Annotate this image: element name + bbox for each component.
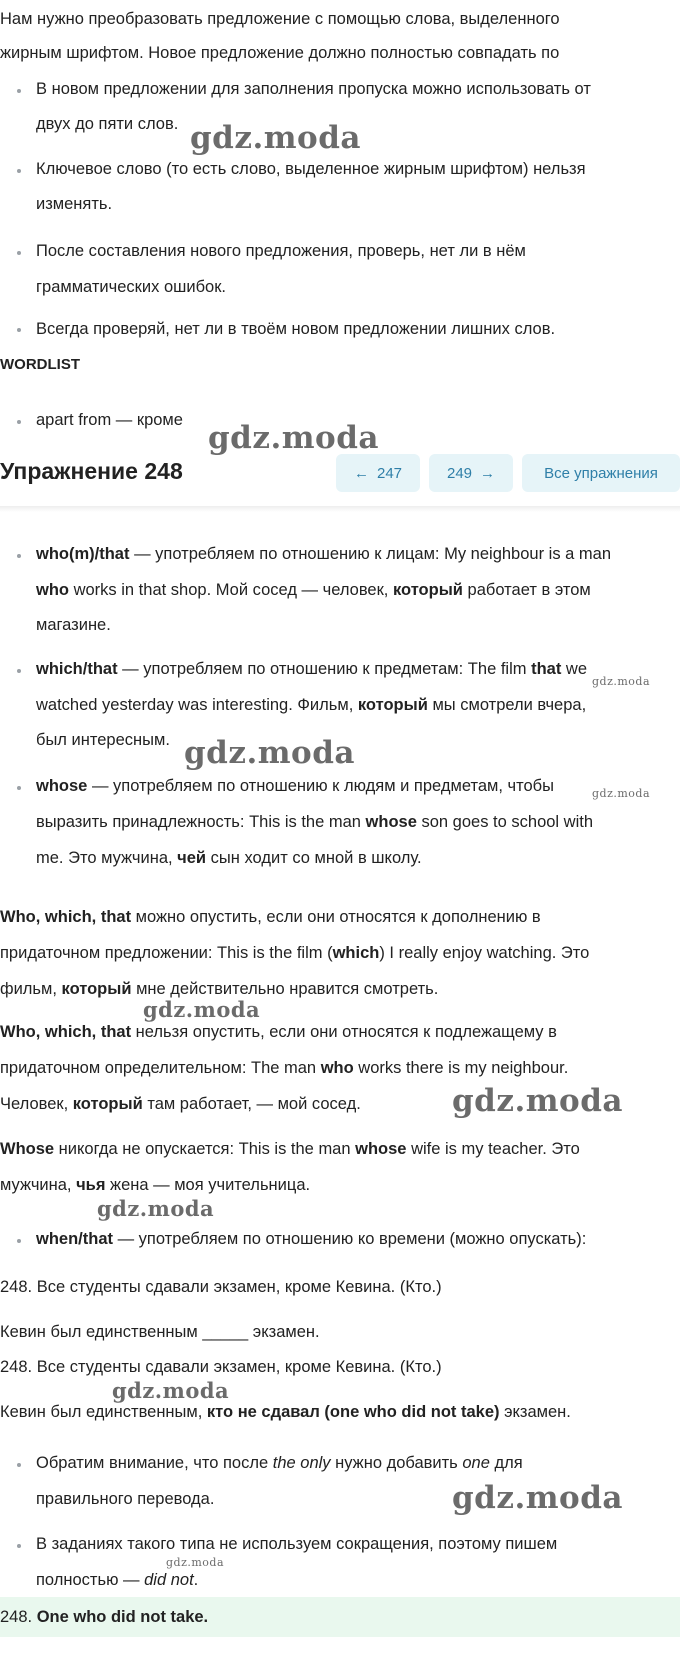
task-answer-sentence: Кевин был единственным, кто не сдавал (one who did not take) экзамен.	[0, 1403, 571, 1421]
paragraph-line: Человек, который там работает, — мой сосед.	[0, 1095, 361, 1113]
grammar-line: who(m)/that — употребляем по отношению к лицам: My neighbour is a man	[36, 545, 612, 563]
next-exercise-button[interactable]	[429, 454, 513, 492]
grammar-line: when/that — употребляем по отношению ко времени (можно опускать):	[36, 1230, 587, 1248]
bullet-icon	[17, 554, 21, 558]
watermark-logo: gdz.moda	[97, 1196, 215, 1221]
note-line: В заданиях такого типа не используем сокращения, поэтому пишем	[36, 1535, 558, 1553]
grammar-line: watched yesterday was interesting. Фильм, который мы смотрели вчера,	[36, 696, 587, 714]
prev-exercise-button[interactable]	[336, 454, 420, 492]
answer-highlight	[0, 1597, 680, 1637]
note-line: Обратим внимание, что после the only нужно добавить one для	[36, 1454, 523, 1472]
list-item: двух до пяти слов.	[36, 115, 179, 133]
all-exercises-button[interactable]	[522, 454, 680, 492]
watermark-logo: gdz.moda	[184, 735, 355, 771]
page-title: Упражнение 248	[0, 458, 183, 484]
paragraph-line: мужчина, чья жена — моя учительница.	[0, 1176, 311, 1194]
bullet-icon	[17, 1544, 21, 1548]
note-line: полностью — did not.	[36, 1571, 199, 1589]
grammar-line: был интересным.	[36, 731, 170, 749]
watermark-logo: gdz.moda	[143, 997, 261, 1022]
watermark-logo: gdz.moda	[592, 787, 651, 800]
grammar-line: me. Это мужчина, чей сын ходит со мной в школу.	[36, 849, 422, 867]
grammar-line: магазине.	[36, 616, 111, 634]
bullet-icon	[17, 169, 21, 173]
grammar-line: выразить принадлежность: This is the man whose son goes to school with	[36, 813, 594, 831]
grammar-line: whose — употребляем по отношению к людям и предметам, чтобы	[36, 777, 554, 795]
watermark-logo: gdz.moda	[592, 675, 651, 688]
header-divider	[0, 506, 680, 512]
watermark-logo: gdz.moda	[166, 1556, 225, 1569]
wordlist-heading: WORDLIST	[0, 356, 80, 373]
bullet-icon	[17, 1239, 21, 1243]
list-item: После составления нового предложения, проверь, нет ли в нём	[36, 242, 526, 260]
intro-line: Нам нужно преобразовать предложение с помощью слова, выделенного	[0, 10, 560, 28]
watermark-logo: gdz.moda	[452, 1083, 623, 1119]
grammar-line: who works in that shop. Мой сосед — человек, который работает в этом	[36, 581, 591, 599]
paragraph-line: фильм, который мне действительно нравится смотреть.	[0, 980, 439, 998]
paragraph-line: придаточном предложении: This is the film (which) I really enjoy watching. Это	[0, 944, 590, 962]
paragraph-line: Who, which, that нельзя опустить, если они относятся к подлежащему в	[0, 1023, 557, 1041]
list-item: изменять.	[36, 195, 113, 213]
task-sentence: Кевин был единственным _____ экзамен.	[0, 1323, 320, 1341]
bullet-icon	[17, 251, 21, 255]
list-item: В новом предложении для заполнения пропуска можно использовать от	[36, 80, 591, 98]
watermark-logo: gdz.moda	[208, 420, 379, 456]
prev-exercise-label: 247	[376, 464, 403, 482]
bullet-icon	[17, 1463, 21, 1467]
all-exercises-label: Все упражнения	[544, 464, 658, 482]
note-line: правильного перевода.	[36, 1490, 215, 1508]
grammar-line: which/that — употребляем по отношению к предметам: The film that we	[36, 660, 588, 678]
task-question: 248. Все студенты сдавали экзамен, кроме Кевина. (Кто.)	[0, 1358, 442, 1376]
bullet-icon	[17, 89, 21, 93]
watermark-logo: gdz.moda	[190, 120, 361, 156]
answer-text: 248. One who did not take.	[0, 1608, 209, 1626]
arrow-right-icon: →	[480, 464, 496, 482]
watermark-logo: gdz.moda	[452, 1480, 623, 1516]
intro-line: жирным шрифтом. Новое предложение должно полностью совпадать по	[0, 44, 560, 62]
arrow-left-icon: ←	[353, 464, 369, 482]
list-item: грамматических ошибок.	[36, 278, 226, 296]
bullet-icon	[17, 786, 21, 790]
bullet-icon	[17, 328, 21, 332]
bullet-icon	[17, 420, 21, 424]
watermark-logo: gdz.moda	[112, 1378, 230, 1403]
task-question: 248. Все студенты сдавали экзамен, кроме Кевина. (Кто.)	[0, 1278, 442, 1296]
wordlist-item: apart from — кроме	[36, 411, 183, 429]
list-item: Ключевое слово (то есть слово, выделенное жирным шрифтом) нельзя	[36, 160, 586, 178]
paragraph-line: Who, which, that можно опустить, если они относятся к дополнению в	[0, 908, 541, 926]
paragraph-line: Whose никогда не опускается: This is the man whose wife is my teacher. Это	[0, 1140, 580, 1158]
next-exercise-label: 249	[446, 464, 473, 482]
paragraph-line: придаточном определительном: The man who works there is my neighbour.	[0, 1059, 569, 1077]
list-item: Всегда проверяй, нет ли в твоём новом предложении лишних слов.	[36, 320, 556, 338]
bullet-icon	[17, 669, 21, 673]
